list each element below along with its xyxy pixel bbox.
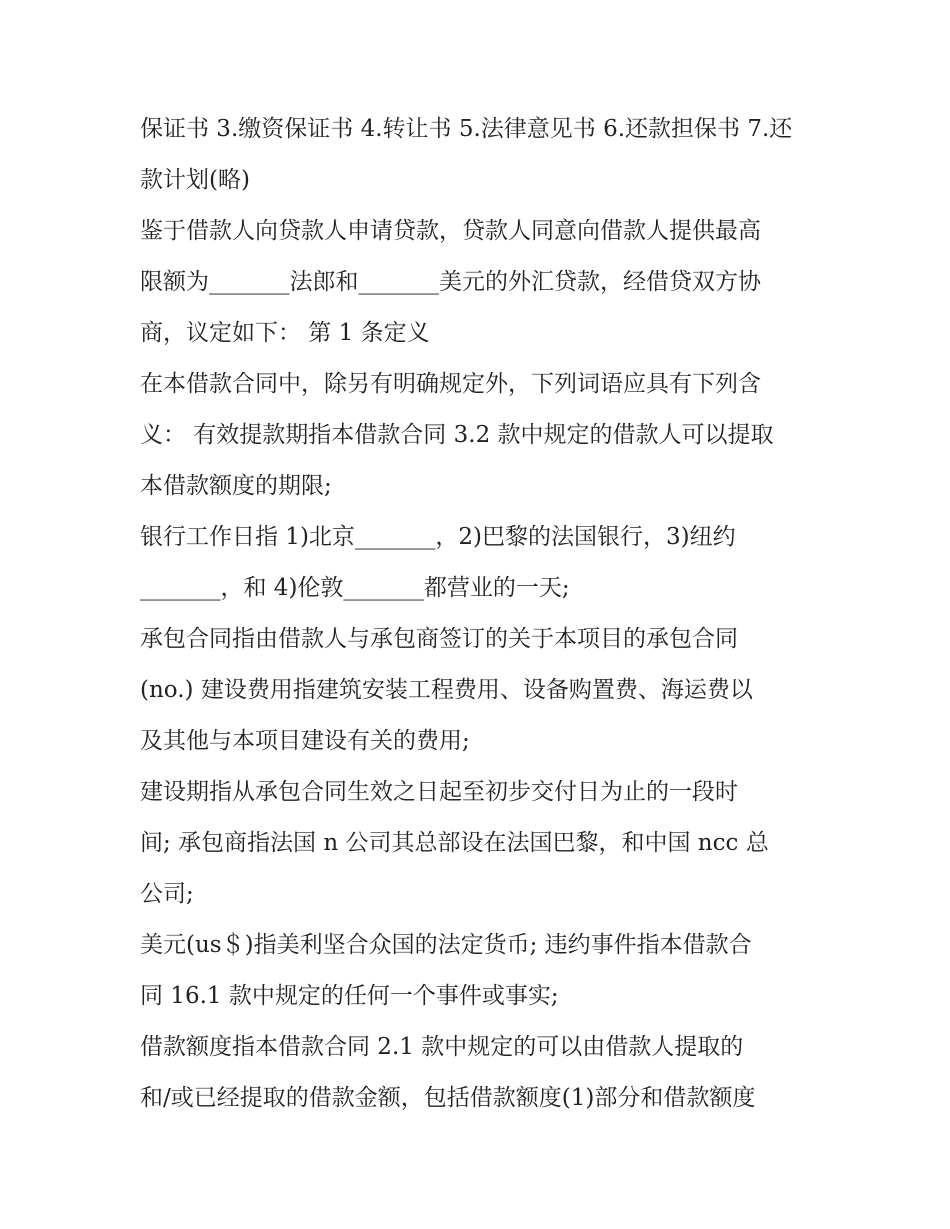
text-line-1: 保证书 3.缴资保证书 4.转让书 5.法律意见书 6.还款担保书 7.还: [140, 116, 793, 142]
text-line-19: 借款额度指本借款合同 2.1 款中规定的可以由借款人提取的: [140, 1034, 744, 1060]
text-line-18: 同 16.1 款中规定的任何一个事件或事实;: [140, 983, 559, 1009]
text-line-20: 和/或已经提取的借款金额，包括借款额度(1)部分和借款额度: [140, 1085, 756, 1111]
text-line-2: 款计划(略): [140, 167, 250, 193]
text-line-10: _______，和 4)伦敦_______都营业的一天;: [140, 575, 570, 601]
text-line-5: 商，议定如下： 第 1 条定义: [140, 320, 430, 346]
text-line-13: 及其他与本项目建设有关的费用;: [140, 728, 470, 754]
text-line-11: 承包合同指由借款人与承包商签订的关于本项目的承包合同: [140, 626, 738, 652]
text-line-4: 限额为_______法郎和_______美元的外汇贷款，经借贷双方协: [140, 269, 761, 295]
text-line-6: 在本借款合同中，除另有明确规定外，下列词语应具有下列含: [140, 371, 761, 397]
text-line-12: (no.) 建设费用指建筑安装工程费用、设备购置费、海运费以: [140, 677, 753, 703]
text-line-8: 本借款额度的期限;: [140, 473, 332, 499]
text-line-9: 银行工作日指 1)北京_______，2)巴黎的法国银行，3)纽约: [140, 524, 736, 550]
text-line-16: 公司;: [140, 881, 194, 907]
text-line-14: 建设期指从承包合同生效之日起至初步交付日为止的一段时: [140, 779, 738, 805]
text-line-17: 美元(us＄)指美利坚合众国的法定货币; 违约事件指本借款合: [140, 932, 752, 958]
text-line-15: 间; 承包商指法国 n 公司其总部设在法国巴黎，和中国 ncc 总: [140, 830, 769, 856]
document-body: [140, 104, 820, 1124]
text-line-3: 鉴于借款人向贷款人申请贷款，贷款人同意向借款人提供最高: [140, 218, 761, 244]
text-line-7: 义： 有效提款期指本借款合同 3.2 款中规定的借款人可以提取: [140, 422, 774, 448]
